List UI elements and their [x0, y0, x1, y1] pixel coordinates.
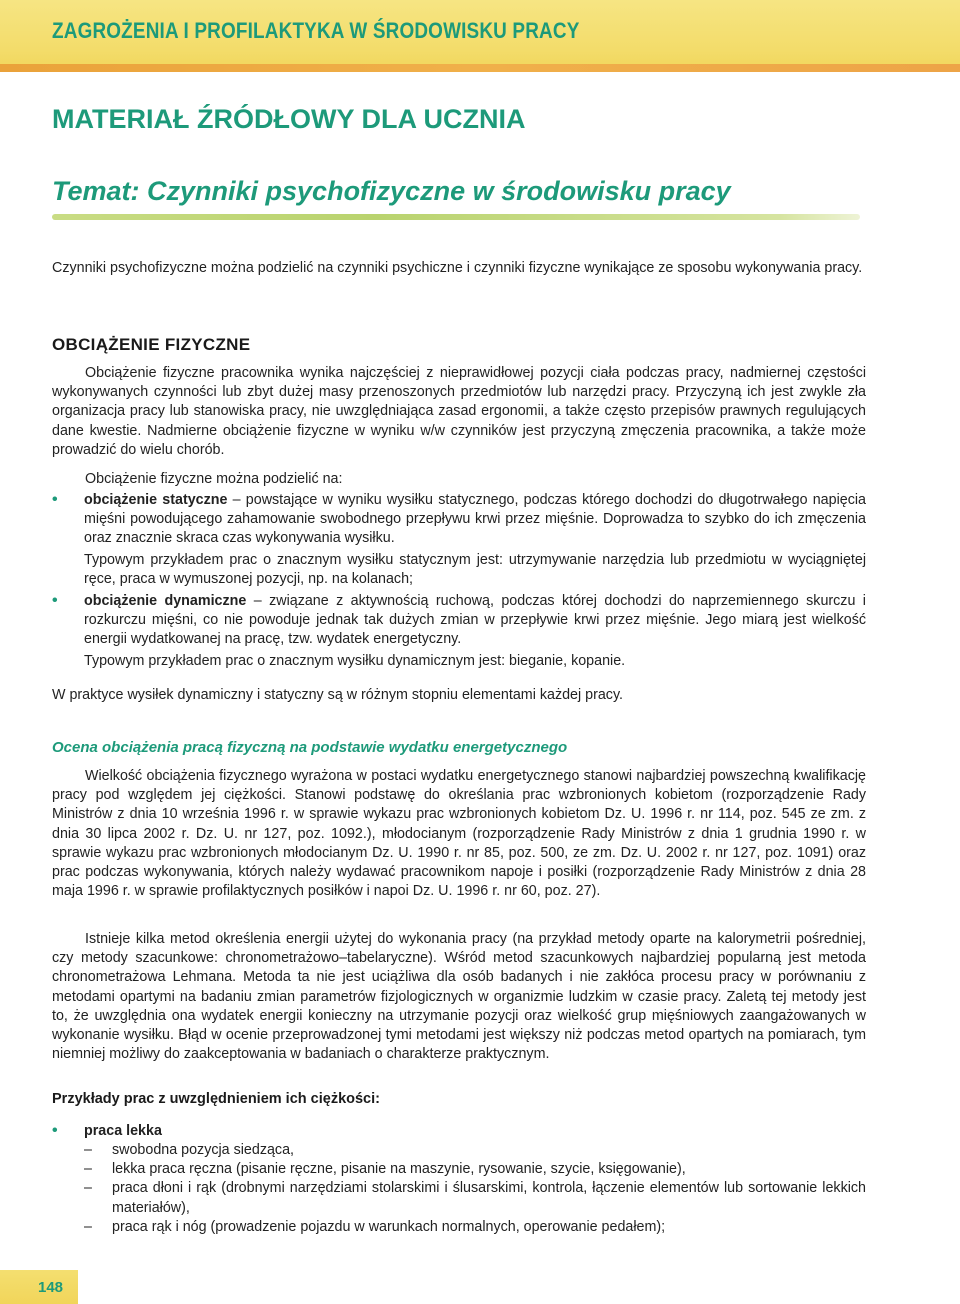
list-item: – swobodna pozycja siedząca, — [84, 1141, 866, 1160]
dash-icon: – — [84, 1142, 92, 1158]
bullet-icon: • — [52, 592, 58, 609]
topic-underline — [52, 214, 860, 220]
list-item-light-work — [52, 1122, 866, 1141]
list-item: – praca rąk i nóg (prowadzenie pojazdu w warunkach normalnych, operowanie pedałem); — [84, 1218, 866, 1237]
subsection-heading-energy: Ocena obciążenia pracą fizyczną na podstawie wydatku energetycznego — [52, 739, 568, 756]
list-item: – praca dłoni i rąk (drobnymi narzędziami stolarskimi i ślusarskimi, kontrola, łączenie elementów lub sortowanie lekkich materiałów), — [84, 1180, 866, 1216]
paragraph-load-division: Obciążenie fizyczne można podzielić na: — [85, 471, 343, 487]
bullet-icon: • — [52, 491, 58, 508]
running-title: ZAGROŻENIA I PROFILAKTYKA W ŚRODOWISKU PRACY — [52, 18, 580, 43]
list-item-dynamic-load — [52, 592, 866, 671]
paragraph-energy-expenditure: Wielkość obciążenia fizycznego wyrażona w postaci wydatku energetycznego stanowi najbardziej powszechną kwalifikację pracy pod względem jej ciężkości. Stanowi podstawę do określania prac wzbronionych kobietom (rozporządzenie Rady Ministrów z dnia 10 września 1996 r. w sprawie wykazu prac wzbronionych kobietom Dz. U. 1996 r. nr 114, poz. 545 ze zm. z dnia 30 lipca 2002 r. Dz. U. nr 127, poz. 1092.), młodocianym (rozporządzenie Rady Ministrów z dnia 1 grudnia 1990 r. w sprawie wykazu prac wzbronionych młodocianym Dz. U. 1990 r. nr 85, poz. 500, ze zm. Dz. U. 2002 r. nr 127, poz. 1091) oraz prac podczas wykonywania, których należy wydawać pracownikom napoje i posiłki (rozporządzenie Rady Ministrów z dnia 28 maja 1996 r. w sprawie profilaktycznych posiłków i napoi Dz. U. 1996 r. nr 60, poz. 27). — [52, 768, 866, 900]
paragraph-physical-load: Obciążenie fizyczne pracownika wynika najczęściej z nieprawidłowej pozycji ciała podczas pracy, nadmiernej częstości wykonywanych czynności lub zbyt dużej masy przenoszonych przedmiotów lub narzędzi pracy. Przyczyną ich jest zwykle zła organizacja pracy lub stanowiska pracy, nie uwzględniająca zasad ergonomii, a także często przepisów prawnych regulujących dane kwestie. Nadmierne obciążenie fizyczne w wyniku w/w czynników jest przyczyną zmęczenia pracownika, a także może prowadzić do wielu chorób. — [52, 365, 866, 458]
document-heading: MATERIAŁ ŹRÓDŁOWY DLA UCZNIA — [52, 104, 526, 134]
term-light-work: praca lekka — [84, 1123, 162, 1139]
intro-paragraph: Czynniki psychofizyczne można podzielić na czynniki psychiczne i czynniki fizyczne wynikające ze sposobu wykonywania pracy. — [52, 260, 863, 276]
section-heading-physical-load: OBCIĄŻENIE FIZYCZNE — [52, 335, 251, 354]
desc-dynamic-load: – związane z aktywnością ruchową, podczas której dochodzi do naprzemiennego skurczu i rozkurczu mięśni, co nie powoduje jednak tak dużych zmian w przepływie krwi przez mięśnie. Jego miarą jest wielkość energii wydatkowanej na pracę, tzw. wydatek energetyczny. — [84, 593, 866, 648]
paragraph-methods: Istnieje kilka metod określenia energii użytej do wykonania pracy (na przykład metody oparte na kalorymetrii pośredniej, czy metody szacunkowe: chronometrażowo–tabelaryczne). Wśród metod szacunkowych najbardziej popularną jest metoda chronometrażowa Lehmana. Metoda ta nie jest uciążliwa dla osób badanych i nie zakłóca procesu pracy w porównaniu z metodami opartymi na badaniu zmian parametrów fizjologicznych w organizmie ludzkim w czasie pracy. Zaletą tej metody jest to, że uwzględnia ona wydatek energii konieczny na utrzymanie pozycji oraz wielkość grup mięśniowych zaangażowanych w wykonanie wysiłku. Błąd w ocenie przeprowadzonej tymi metodami jest większy niż podczas metod opartych na pomiarach, tym niemniej możliwy do zaakceptowania w badaniach o charakterze praktycznym. — [52, 931, 866, 1063]
bullet-icon: • — [52, 1122, 58, 1139]
term-dynamic-load: obciążenie dynamiczne — [84, 593, 247, 609]
desc-static-load: – powstające w wyniku wysiłku statycznego, podczas którego dochodzi do długotrwałego napięcia mięśni powodującego zahamowanie swobodnego przepływu krwi przez mięśnie. Doprowadza to szybko do ich zmęczenia oraz znacznie skraca czas wykonywania wysiłku. — [84, 492, 866, 547]
page-number: 148 — [38, 1279, 64, 1296]
dash-icon: – — [84, 1218, 92, 1235]
heading-work-examples: Przykłady prac z uwzględnieniem ich ciężkości: — [52, 1091, 380, 1107]
list-item-static-load — [52, 491, 866, 589]
example-static-load: Typowym przykładem prac o znacznym wysiłku statycznym jest: utrzymywanie narzędzia lub przedmiotu w wyciągniętej ręce, praca w wymuszonej pozycji, np. na kolanach; — [84, 551, 866, 587]
page-number-tab — [0, 1270, 78, 1304]
document-topic: Temat: Czynniki psychofizyczne w środowisku pracy — [52, 176, 731, 206]
header-band — [0, 0, 960, 72]
dash-icon: – — [84, 1180, 92, 1197]
example-dynamic-load: Typowym przykładem prac o znacznym wysiłku dynamicznym jest: bieganie, kopanie. — [84, 652, 626, 669]
term-static-load: obciążenie statyczne — [84, 492, 228, 508]
dash-icon: – — [84, 1161, 92, 1178]
paragraph-practice: W praktyce wysiłek dynamiczny i statyczny są w różnym stopniu elementami każdej pracy. — [52, 687, 624, 703]
light-work-list — [84, 1141, 866, 1237]
list-item: – lekka praca ręczna (pisanie ręczne, pisanie na maszynie, rysowanie, szycie, księgowanie), — [84, 1160, 866, 1179]
